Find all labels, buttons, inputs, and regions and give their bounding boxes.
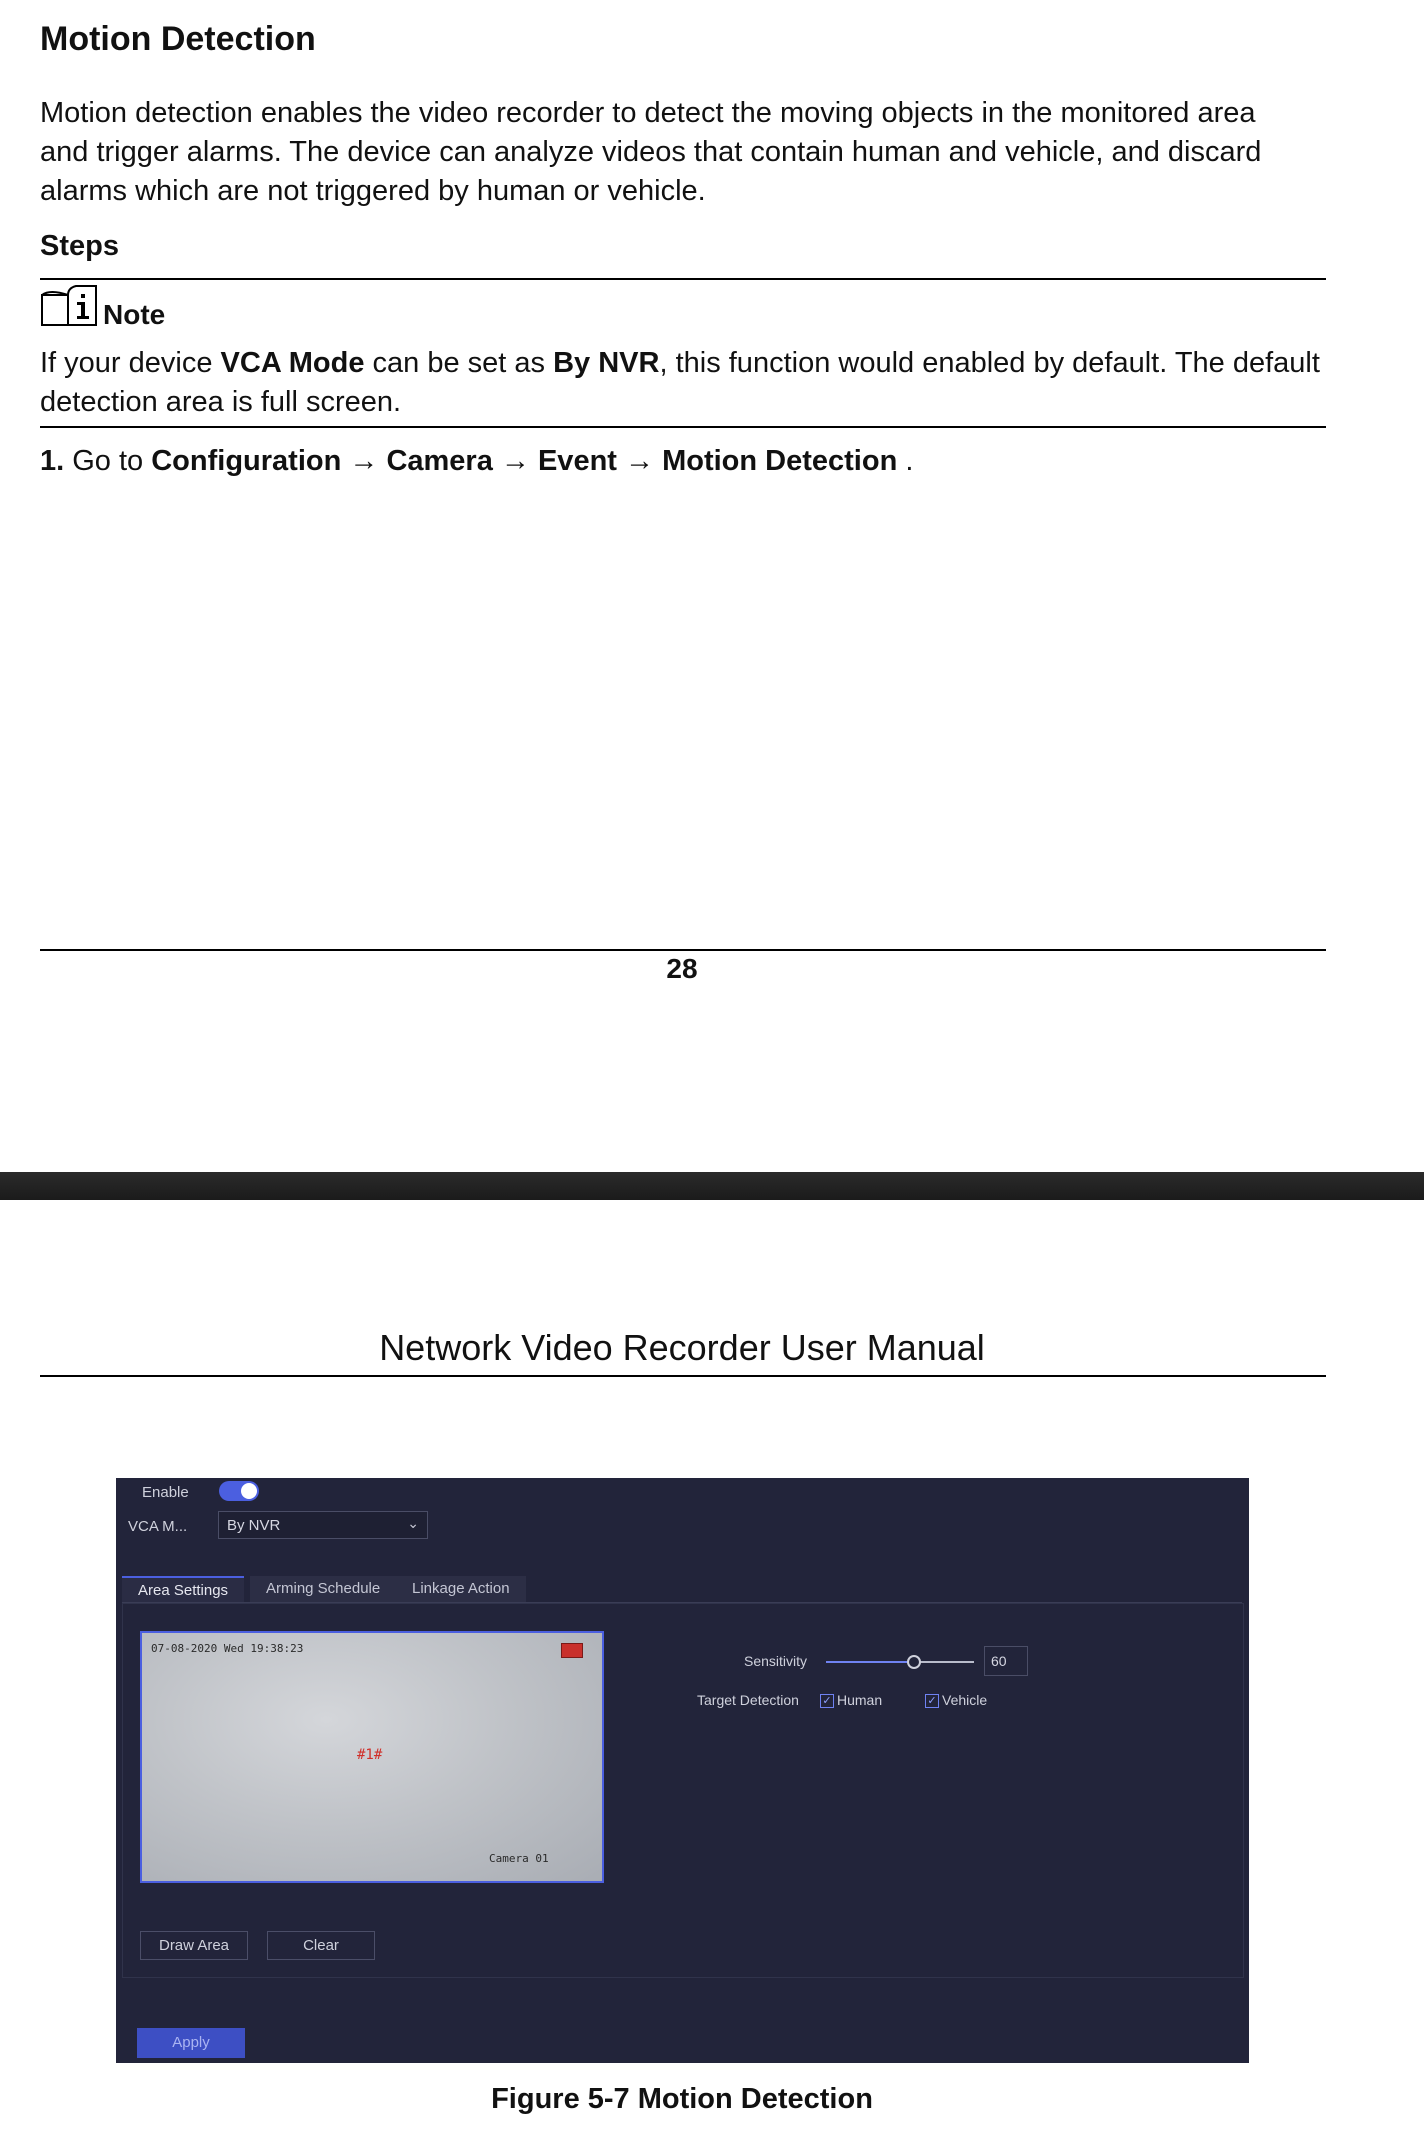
- sensitivity-slider-handle[interactable]: [907, 1655, 921, 1669]
- manual-header-title: Network Video Recorder User Manual: [379, 1327, 985, 1368]
- page-number: 28: [666, 953, 698, 984]
- path-configuration: Configuration: [151, 445, 342, 477]
- tab-area-settings[interactable]: Area Settings: [122, 1576, 244, 1602]
- sensitivity-label: Sensitivity: [744, 1653, 808, 1669]
- arrow: →: [492, 445, 538, 477]
- arrow: →: [616, 445, 663, 477]
- sensitivity-slider-fill: [826, 1661, 914, 1663]
- note-text-part: If your device: [40, 347, 221, 379]
- tab-linkage-action[interactable]: Linkage Action: [396, 1576, 526, 1602]
- note-text: [40, 344, 1340, 422]
- note-line-2: detection area is full screen.: [40, 386, 402, 418]
- note-text-part: , this function would enabled by default. The default: [659, 347, 1320, 379]
- tab-arming-schedule[interactable]: Arming Schedule: [250, 1576, 396, 1602]
- vca-mode-select[interactable]: [218, 1511, 428, 1539]
- apply-button[interactable]: Apply: [137, 2028, 245, 2058]
- vca-mode-label: VCA M...: [128, 1518, 188, 1535]
- record-icon: [561, 1643, 583, 1658]
- header-rule: [40, 1375, 1326, 1377]
- human-label: Human: [837, 1692, 883, 1708]
- clear-button[interactable]: Clear: [267, 1931, 375, 1960]
- footer-rule: [40, 949, 1326, 951]
- note-bottom-rule: [40, 426, 1326, 428]
- page-divider: [0, 1172, 1424, 1200]
- note-line-1: [40, 344, 1340, 383]
- intro-paragraph: [40, 94, 1340, 211]
- paragraph-line: Motion detection enables the video recorder to detect the moving objects in the monitored area: [40, 97, 1256, 129]
- paragraph-line: alarms which are not triggered by human or vehicle.: [40, 175, 706, 207]
- path-camera: Camera: [386, 445, 493, 477]
- vca-mode-value: By NVR: [227, 1517, 281, 1534]
- vehicle-checkbox[interactable]: ✓: [925, 1694, 939, 1708]
- toggle-knob: [241, 1483, 257, 1499]
- camera-name-osd: Camera 01: [489, 1852, 549, 1865]
- sensitivity-value-field[interactable]: 60: [984, 1646, 1028, 1676]
- arrow: →: [341, 445, 387, 477]
- path-event: Event: [537, 445, 617, 477]
- paragraph-line: and trigger alarms. The device can analyze videos that contain human and vehicle, and discard: [40, 136, 1262, 168]
- path-motion-detection: Motion Detection: [662, 445, 898, 477]
- draw-area-button[interactable]: Draw Area: [140, 1931, 248, 1960]
- step-suffix: .: [897, 445, 914, 477]
- step-1: [40, 445, 913, 478]
- vca-mode-term: VCA Mode: [220, 347, 365, 379]
- step-text: Go to: [64, 445, 152, 477]
- chevron-down-icon: ⌄: [407, 1515, 419, 1531]
- section-heading: Motion Detection: [40, 20, 316, 58]
- target-detection-label: Target Detection: [697, 1692, 799, 1708]
- osd-datetime: 07-08-2020 Wed 19:38:23: [151, 1642, 304, 1655]
- detection-zone-label: #1#: [357, 1747, 383, 1763]
- enable-label: Enable: [142, 1484, 189, 1501]
- info-book-icon: [40, 283, 98, 327]
- enable-toggle[interactable]: [219, 1481, 259, 1501]
- camera-preview[interactable]: [140, 1631, 604, 1883]
- note-top-rule: [40, 278, 1326, 280]
- note-text-part: can be set as: [364, 347, 554, 379]
- step-number: 1.: [40, 445, 65, 477]
- vehicle-label: Vehicle: [942, 1692, 988, 1708]
- figure-caption: Figure 5-7 Motion Detection: [491, 2083, 873, 2115]
- steps-label: Steps: [40, 230, 119, 262]
- sensitivity-slider-track: [914, 1661, 974, 1663]
- nvr-ui-screenshot: [116, 1478, 1249, 2063]
- note-label: Note: [103, 299, 166, 330]
- by-nvr-term: By NVR: [553, 347, 660, 379]
- human-checkbox[interactable]: ✓: [820, 1694, 834, 1708]
